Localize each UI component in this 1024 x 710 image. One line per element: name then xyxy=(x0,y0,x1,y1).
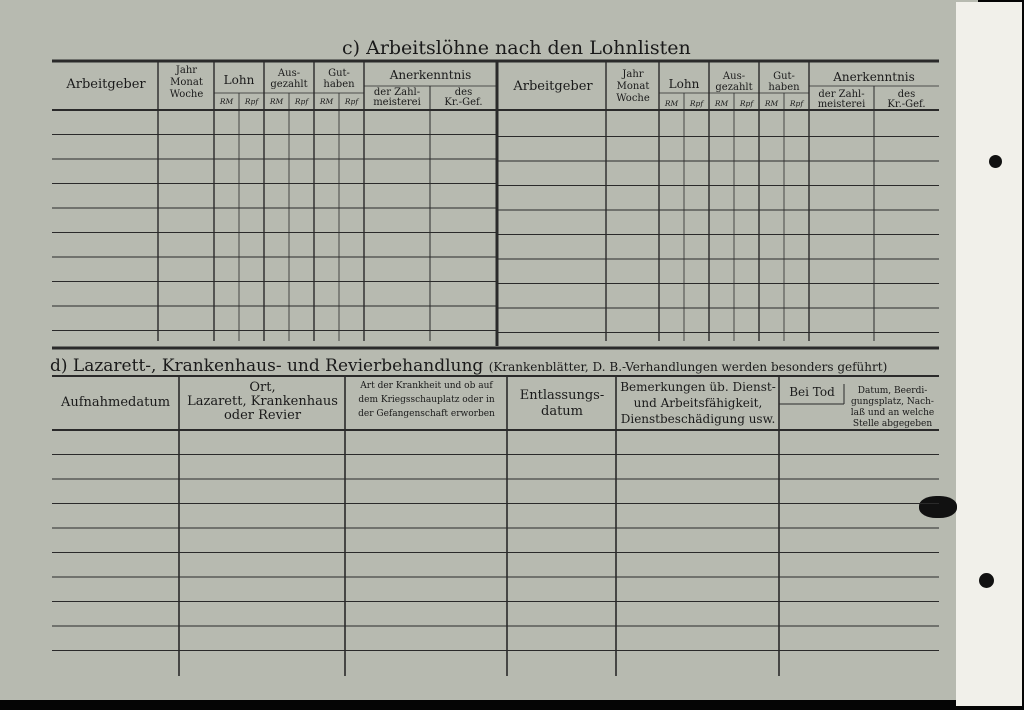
unit-rpf: Rpf xyxy=(344,97,359,106)
col-lohn-header: Lohn xyxy=(223,73,255,87)
col-aufnahmedatum-header: Aufnahmedatum xyxy=(60,395,171,410)
col-woche-header: Woche xyxy=(169,89,204,100)
col-bei-tod-header: Bei Tod xyxy=(789,385,835,399)
section-d-subtitle: (Krankenblätter, D. B.-Verhandlungen werden besonders geführt) xyxy=(488,360,888,374)
col-krgef-header: des xyxy=(454,87,473,98)
col-entlassung-header-2: datum xyxy=(541,404,583,419)
col-datum-header-3: laß und an welche xyxy=(850,408,935,418)
punch-hole xyxy=(979,573,994,588)
unit-rm: RM xyxy=(714,99,729,108)
col-guthaben-header-2: haben xyxy=(323,79,355,90)
unit-rpf: Rpf xyxy=(294,97,309,106)
col-datum-header-4: Stelle abgegeben xyxy=(852,419,933,429)
col-bemerkungen-header-3: Dienstbeschädigung usw. xyxy=(620,412,776,426)
col-guthaben-header: Gut- xyxy=(328,68,350,79)
col-krgef-header-2: Kr.-Gef. xyxy=(444,97,483,108)
unit-rpf: Rpf xyxy=(244,97,259,106)
col-zahlmeisterei-header: der Zahl- xyxy=(373,87,421,98)
col-ort-header-2: Lazarett, Krankenhaus xyxy=(187,394,338,409)
col-anerkenntnis-header: Anerkenntnis xyxy=(389,68,472,82)
col-krgef-header-2: Kr.-Gef. xyxy=(887,99,926,110)
col-jahr-header: Jahr xyxy=(622,69,644,80)
unit-rm: RM xyxy=(664,99,679,108)
unit-rpf: Rpf xyxy=(689,99,704,108)
col-arbeitgeber-header: Arbeitgeber xyxy=(66,77,146,92)
col-ausgezahlt-header: Aus- xyxy=(277,68,301,79)
col-lohn-header: Lohn xyxy=(668,77,700,91)
col-entlassung-header-1: Entlassungs- xyxy=(519,388,605,403)
col-woche-header: Woche xyxy=(616,93,650,104)
col-anerkenntnis-header: Anerkenntnis xyxy=(833,70,915,84)
col-ausgezahlt-header: Aus- xyxy=(722,71,746,82)
col-bemerkungen-header-1: Bemerkungen üb. Dienst- xyxy=(620,380,776,394)
punch-hole xyxy=(989,155,1002,168)
col-ort-header-1: Ort, xyxy=(249,380,276,395)
col-guthaben-header: Gut- xyxy=(773,71,795,82)
col-zahlmeisterei-header: der Zahl- xyxy=(818,89,865,100)
col-ausgezahlt-header-2: gezahlt xyxy=(715,82,753,93)
col-bemerkungen-header-2: und Arbeitsfähigkeit, xyxy=(633,396,763,410)
col-ausgezahlt-header-2: gezahlt xyxy=(270,79,308,90)
col-monat-header: Monat xyxy=(170,77,203,88)
col-zahlmeisterei-header-2: meisterei xyxy=(373,97,421,108)
col-datum-header-1: Datum, Beerdi- xyxy=(857,386,928,396)
col-datum-header-2: gungsplatz, Nach- xyxy=(851,397,934,407)
col-jahr-header: Jahr xyxy=(175,65,198,76)
col-monat-header: Monat xyxy=(616,81,650,92)
section-d-title-text: d) Lazarett-, Krankenhaus- und Revierbehandlung xyxy=(50,356,484,376)
unit-rm: RM xyxy=(319,97,334,106)
section-d-title xyxy=(50,356,887,376)
col-arbeitgeber-header: Arbeitgeber xyxy=(513,79,593,94)
unit-rm: RM xyxy=(269,97,284,106)
col-art-header-3: der Gefangenschaft erworben xyxy=(358,409,495,419)
col-ort-header-3: oder Revier xyxy=(223,408,302,423)
unit-rpf: Rpf xyxy=(789,99,804,108)
col-krgef-header: des xyxy=(897,89,916,100)
unit-rm: RM xyxy=(764,99,779,108)
col-guthaben-header-2: haben xyxy=(768,82,800,93)
unit-rm: RM xyxy=(219,97,234,106)
unit-rpf: Rpf xyxy=(739,99,754,108)
col-art-header-2: dem Kriegsschauplatz oder in xyxy=(358,395,495,405)
section-c-title: c) Arbeitslöhne nach den Lohnlisten xyxy=(342,37,691,59)
col-zahlmeisterei-header-2: meisterei xyxy=(817,99,866,110)
col-art-header-1: Art der Krankheit und ob auf xyxy=(360,381,493,391)
